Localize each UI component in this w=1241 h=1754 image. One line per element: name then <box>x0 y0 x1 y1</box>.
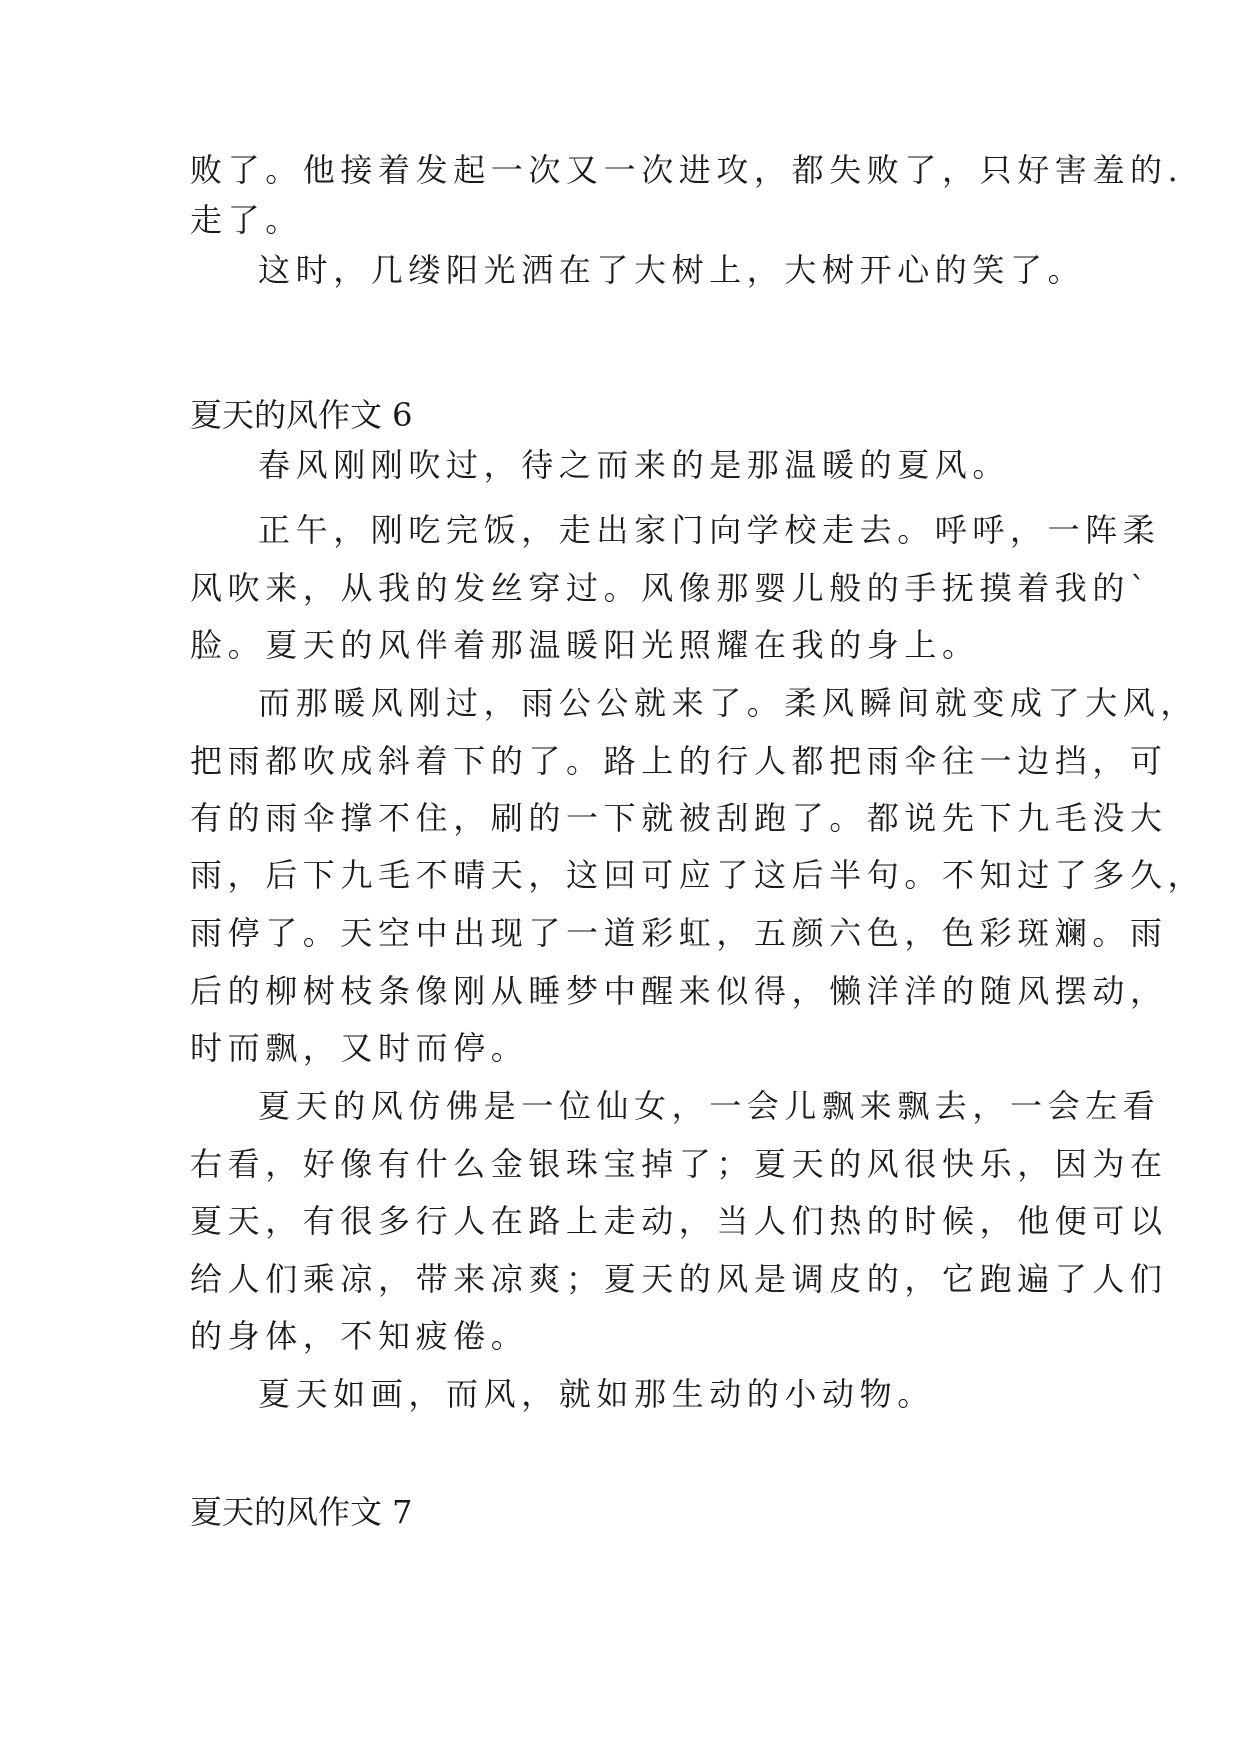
continuation-line-1: 败了。他接着发起一次又一次进攻，都失败了，只好害羞的. <box>190 151 1184 189</box>
section-6-paragraph-1: 春风刚刚吹过，待之而来的是那温暖的夏风。 <box>258 446 1011 484</box>
section-6-paragraph-3-line-3: 有的雨伞撑不住，刷的一下就被刮跑了。都说先下九毛没大 <box>190 799 1168 837</box>
section-6-paragraph-3-line-1: 而那暖风刚过，雨公公就来了。柔风瞬间就变成了大风， <box>258 684 1199 722</box>
section-6-title: 夏天的风作文 6 <box>190 396 413 434</box>
section-6-paragraph-3-line-7: 时而飘，又时而停。 <box>190 1029 529 1067</box>
section-6-paragraph-3-line-5: 雨停了。天空中出现了一道彩虹，五颜六色，色彩斑斓。雨 <box>190 914 1168 952</box>
section-6-paragraph-5: 夏天如画，而风，就如那生动的小动物。 <box>258 1375 935 1413</box>
closing-paragraph: 这时，几缕阳光洒在了大树上，大树开心的笑了。 <box>258 251 1086 289</box>
section-6-paragraph-2-line-3: 脸。夏天的风伴着那温暖阳光照耀在我的身上。 <box>190 626 980 664</box>
section-6-paragraph-2-line-2: 风吹来，从我的发丝穿过。风像那婴儿般的手抚摸着我的` <box>190 569 1152 607</box>
section-6-paragraph-2-line-1: 正午，刚吃完饭，走出家门向学校走去。呼呼，一阵柔 <box>258 511 1161 549</box>
section-6-paragraph-4-line-5: 的身体，不知疲倦。 <box>190 1317 529 1355</box>
section-6-paragraph-3-line-4: 雨，后下九毛不晴天，这回可应了这后半句。不知过了多久， <box>190 856 1206 894</box>
section-6-paragraph-3-line-6: 后的柳树枝条像刚从睡梦中醒来似得，懒洋洋的随风摆动， <box>190 972 1168 1010</box>
section-6-paragraph-4-line-2: 右看，好像有什么金银珠宝掉了；夏天的风很快乐，因为在 <box>190 1145 1168 1183</box>
section-7-title: 夏天的风作文 7 <box>190 1493 413 1531</box>
continuation-line-2: 走了。 <box>190 201 303 239</box>
section-6-paragraph-3-line-2: 把雨都吹成斜着下的了。路上的行人都把雨伞往一边挡，可 <box>190 742 1168 780</box>
section-6-paragraph-4-line-1: 夏天的风仿佛是一位仙女，一会儿飘来飘去，一会左看 <box>258 1087 1161 1125</box>
section-6-paragraph-4-line-3: 夏天，有很多行人在路上走动，当人们热的时候，他便可以 <box>190 1202 1168 1240</box>
section-6-paragraph-4-line-4: 给人们乘凉，带来凉爽；夏天的风是调皮的，它跑遍了人们 <box>190 1260 1168 1298</box>
